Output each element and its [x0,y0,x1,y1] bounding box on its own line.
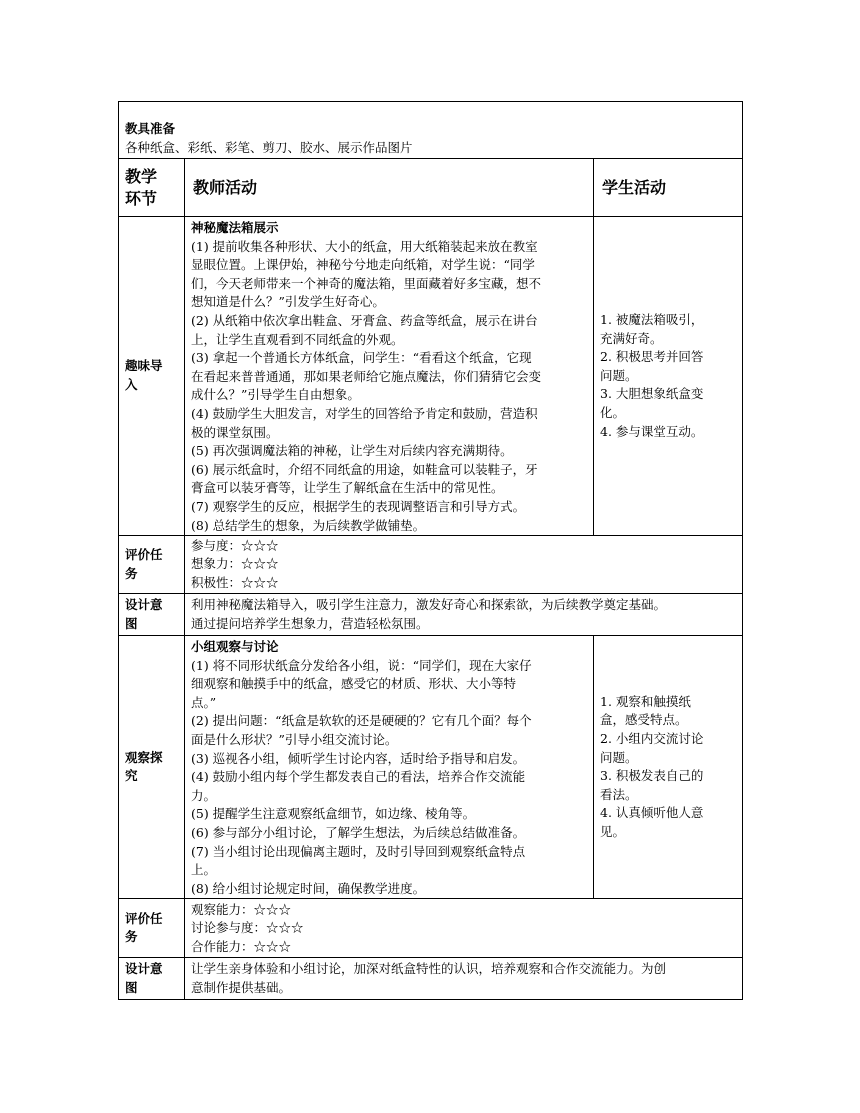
section2-label-line1: 观察探 [125,749,163,765]
eval1-item-lines [191,537,736,593]
text-line: (1) 提前收集各种形状、大小的纸盒，用大纸箱装起来放在教室 [191,238,538,254]
text-line: (4) 鼓励小组内每个学生都发表自己的看法，培养合作交流能 [191,769,526,785]
section1-student-lines [600,311,736,441]
materials-title: 教具准备 [125,121,176,136]
section1-row [119,217,743,536]
header-stage-line1: 教学 [125,166,158,186]
section1-label-line1: 趣味导 [125,358,163,374]
text-line: 盒，感受特点。 [600,712,688,728]
text-line: (6) 展示纸盒时，介绍不同纸盒的用途，如鞋盒可以装鞋子，牙 [191,461,538,477]
text-line: 1. 观察和触摸纸 [600,693,691,709]
text-line: 4. 认真倾听他人意 [600,805,704,821]
eval1-row [119,536,743,594]
header-student: 学生活动 [594,159,743,217]
eval2-row [119,899,743,958]
eval1-label-line1: 评价任 [125,547,163,562]
section2-label-line2: 究 [125,768,138,784]
eval2-label-line2: 务 [125,929,138,945]
text-line: 问题。 [600,367,638,383]
text-line: 面是什么形状？”引导小组交流讨论。 [191,732,398,748]
design2-label [119,958,185,1000]
text-line: (7) 当小组讨论出现偏离主题时，及时引导回到观察纸盒特点 [191,843,526,859]
design2-row [119,958,743,1000]
text-line: 们，今天老师带来一个神奇的魔法箱，里面藏着好多宝藏，想不 [191,275,542,291]
text-line: 成什么？”引导学生自由想象。 [191,387,360,403]
design2-text [185,958,743,1000]
section2-label [119,636,185,899]
text-line: (7) 观察学生的反应，根据学生的表现调整语言和引导方式。 [191,498,526,514]
text-line: 让学生亲身体验和小组讨论，加深对纸盒特性的认识，培养观察和合作交流能力。为创 [191,961,667,977]
text-line: 1. 被魔法箱吸引， [600,311,704,327]
text-line: 利用神秘魔法箱导入，吸引学生注意力，激发好奇心和探索欲，为后续教学奠定基础。 [191,597,667,612]
text-line: 显眼位置。上课伊始，神秘兮兮地走向纸箱，对学生说：“同学 [191,257,535,273]
header-stage [119,159,185,217]
text-line: 充满好奇。 [600,330,663,346]
text-line: 讨论参与度：☆☆☆ [191,920,304,936]
design1-label-line2: 图 [125,615,138,631]
text-line: (3) 巡视各小组，倾听学生讨论内容，适时给予指导和启发。 [191,750,526,766]
section1-title: 神秘魔法箱展示 [191,220,279,235]
section1-label [119,217,185,536]
design1-label [119,594,185,636]
text-line: (5) 提醒学生注意观察纸盒细节，如边缘、棱角等。 [191,806,476,822]
section2-teacher-lines [191,657,587,899]
materials-row [119,102,743,159]
text-line: 点。” [191,694,217,710]
eval2-items [185,899,743,958]
eval2-label-line1: 评价任 [125,910,163,926]
text-line: 膏盒可以装牙膏等，让学生了解纸盒在生活中的常见性。 [191,480,504,496]
text-line: 化。 [600,404,626,420]
text-line: 看法。 [600,786,638,802]
header-stage-line2: 环节 [125,188,158,208]
text-line: (8) 总结学生的想象，为后续教学做铺垫。 [191,517,426,533]
text-line: 上。 [191,862,217,878]
text-line: 见。 [600,824,626,840]
design1-row [119,594,743,636]
section1-label-line2: 入 [125,377,138,393]
text-line: (2) 从纸箱中依次拿出鞋盒、牙膏盒、药盒等纸盒，展示在讲台 [191,312,538,328]
text-line: (5) 再次强调魔法箱的神秘，让学生对后续内容充满期待。 [191,443,513,459]
section2-row [119,636,743,899]
text-line: (1) 将不同形状纸盒分发给各小组，说：“同学们，现在大家仔 [191,657,532,673]
text-line: 通过提问培养学生想象力，营造轻松氛围。 [191,615,429,631]
design1-lines [191,596,736,633]
lesson-plan-table [118,101,743,1000]
text-line: 力。 [191,787,217,803]
text-line: 积极性：☆☆☆ [191,574,279,590]
text-line: 在看起来普普通通，那如果老师给它施点魔法，你们猜猜它会变 [191,368,542,384]
text-line: 问题。 [600,749,638,765]
text-line: 极的课堂氛围。 [191,424,279,440]
design1-label-line1: 设计意 [125,597,163,612]
text-line: (3) 拿起一个普通长方体纸盒，问学生：“看看这个纸盒，它现 [191,350,532,366]
text-line: (8) 给小组讨论规定时间，确保教学进度。 [191,880,426,896]
text-line: 3. 大胆想象纸盒变 [600,386,704,402]
section1-student [594,217,743,536]
text-line: 4. 参与课堂互动。 [600,423,704,439]
text-line: 2. 小组内交流讨论 [600,731,704,747]
text-line: (4) 鼓励学生大胆发言，对学生的回答给予肯定和鼓励，营造积 [191,405,538,421]
section2-teacher [185,636,594,899]
design1-text [185,594,743,636]
eval1-items [185,536,743,594]
eval2-item-lines [191,901,736,957]
text-line: (2) 提出问题：“纸盒是软软的还是硬硬的？它有几个面？每个 [191,713,532,729]
lesson-plan-page [118,101,742,1000]
text-line: 想知道是什么？”引发学生好奇心。 [191,294,385,310]
materials-cell [119,102,743,159]
header-row [119,159,743,217]
eval1-label [119,536,185,594]
section2-student [594,636,743,899]
text-line: 参与度：☆☆☆ [191,537,279,553]
design2-label-line1: 设计意 [125,961,163,977]
section1-teacher-lines [191,238,587,536]
design2-lines [191,960,736,997]
text-line: (6) 参与部分小组讨论，了解学生想法，为后续总结做准备。 [191,825,526,841]
text-line: 合作能力：☆☆☆ [191,938,292,954]
eval2-label [119,899,185,958]
section1-teacher [185,217,594,536]
eval1-label-line2: 务 [125,565,138,581]
text-line: 3. 积极发表自己的 [600,768,704,784]
section2-student-lines [600,693,736,842]
section2-title: 小组观察与讨论 [191,639,279,655]
text-line: 想象力：☆☆☆ [191,556,279,572]
design2-label-line2: 图 [125,979,138,995]
materials-content: 各种纸盒、彩纸、彩笔、剪刀、胶水、展示作品图片 [125,139,413,155]
text-line: 意制作提供基础。 [191,979,292,995]
text-line: 观察能力：☆☆☆ [191,901,292,917]
text-line: 2. 积极思考并回答 [600,349,704,365]
text-line: 上，让学生直观看到不同纸盒的外观。 [191,331,404,347]
text-line: 细观察和触摸手中的纸盒，感受它的材质、形状、大小等特 [191,676,517,692]
header-teacher: 教师活动 [185,159,594,217]
